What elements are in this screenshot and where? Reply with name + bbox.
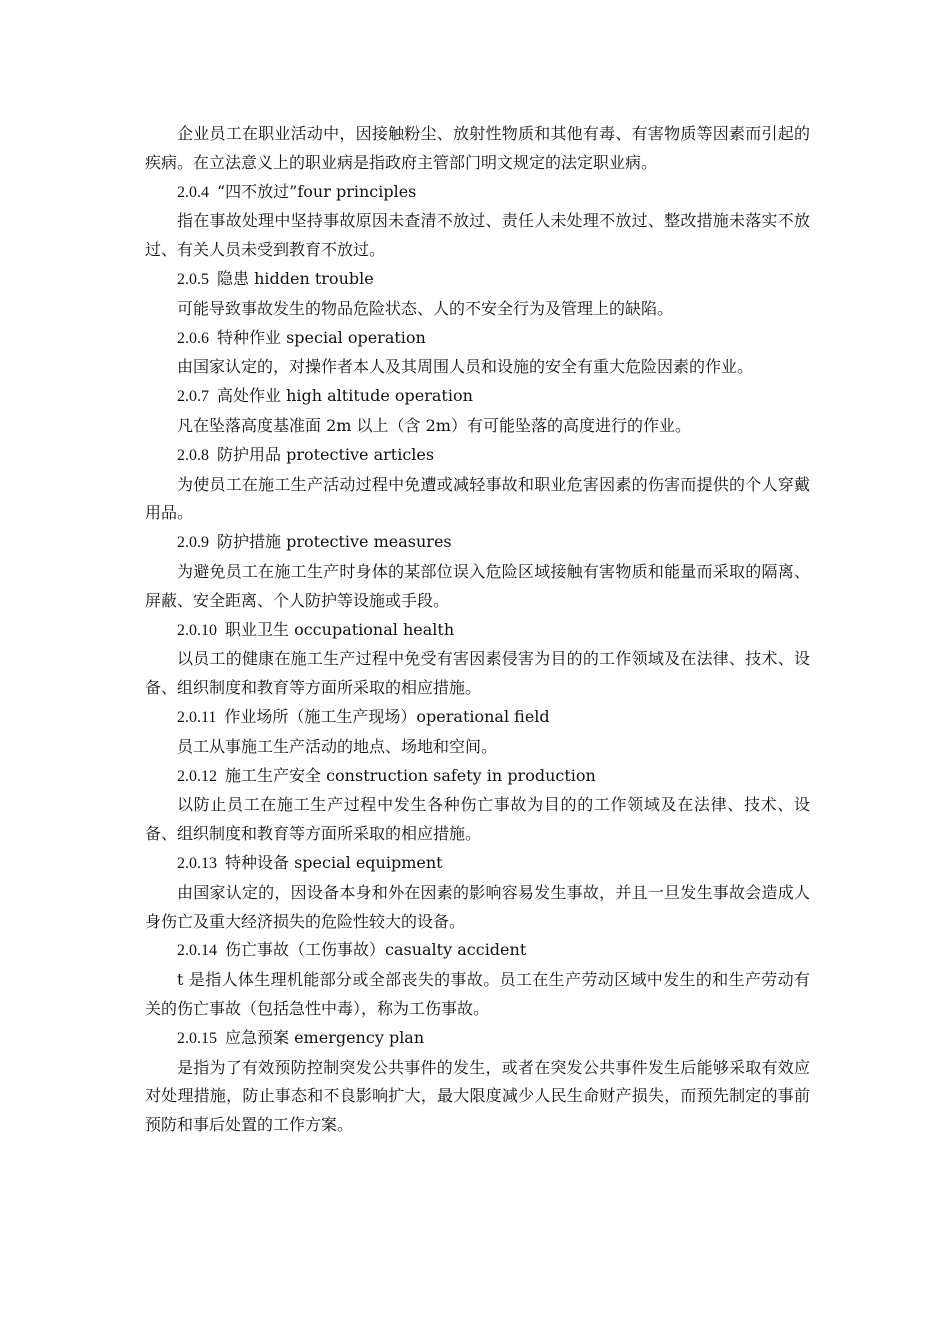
term-title: 施工生产安全 construction safety in production — [225, 765, 596, 785]
term-number: 2.0.11 — [177, 708, 217, 726]
term-definition: 指在事故处理中坚持事故原因未查清不放过、责任人未处理不放过、整改措施未落实不放过、有关人员未受到教育不放过。 — [145, 211, 810, 260]
term-number: 2.0.5 — [177, 270, 209, 288]
term-heading — [145, 762, 810, 792]
term-definition: 以员工的健康在施工生产过程中免受有害因素侵害为目的的工作领域及在法律、技术、设备、组织制度和教育等方面所采取的相应措施。 — [145, 649, 810, 698]
intro-paragraph: 企业员工在职业活动中，因接触粉尘、放射性物质和其他有毒、有害物质等因素而引起的疾病。在立法意义上的职业病是指政府主管部门明文规定的法定职业病。 — [145, 124, 810, 172]
term-number: 2.0.15 — [177, 1029, 217, 1047]
term-heading — [145, 178, 810, 208]
term-heading — [145, 265, 810, 295]
term-title: 特种作业 special operation — [217, 327, 426, 347]
document-body — [145, 120, 810, 1140]
term-number: 2.0.12 — [177, 767, 217, 785]
term-number: 2.0.6 — [177, 329, 209, 347]
term-heading — [145, 849, 810, 879]
term-definition: 员工从事施工生产活动的地点、场地和空间。 — [177, 736, 498, 756]
term-heading — [145, 616, 810, 646]
term-title: 高处作业 high altitude operation — [217, 386, 473, 406]
term-number: 2.0.14 — [177, 942, 217, 960]
term-definition: t 是指人体生理机能部分或全部丧失的事故。员工在生产劳动区域中发生的和生产劳动有关的伤亡事故（包括急性中毒），称为工伤事故。 — [145, 970, 810, 1018]
term-number: 2.0.10 — [177, 621, 217, 639]
term-title: 职业卫生 occupational health — [225, 619, 455, 639]
term-heading — [145, 324, 810, 354]
term-number: 2.0.7 — [177, 388, 209, 406]
term-definition: 由国家认定的，对操作者本人及其周围人员和设施的安全有重大危险因素的作业。 — [177, 357, 754, 377]
term-definition: 由国家认定的，因设备本身和外在因素的影响容易发生事故，并且一旦发生事故会造成人身伤亡及重大经济损失的危险性较大的设备。 — [145, 882, 810, 931]
term-heading — [145, 382, 810, 412]
term-title: 作业场所（施工生产现场）operational field — [224, 706, 550, 726]
term-title: 防护措施 protective measures — [217, 532, 452, 552]
term-definition: 为避免员工在施工生产时身体的某部位误入危险区域接触有害物质和能量而采取的隔离、屏蔽、安全距离、个人防护等设施或手段。 — [145, 561, 810, 610]
term-heading — [145, 703, 810, 733]
term-definition: 是指为了有效预防控制突发公共事件的发生，或者在突发公共事件发生后能够采取有效应对处理措施，防止事态和不良影响扩大，最大限度减少人民生命财产损失，而预先制定的事前预防和事后处置的工作方案。 — [145, 1057, 810, 1135]
term-number: 2.0.13 — [177, 854, 217, 872]
term-number: 2.0.9 — [177, 534, 209, 552]
term-number: 2.0.8 — [177, 446, 209, 464]
term-title: 应急预案 emergency plan — [225, 1027, 425, 1047]
term-title: 防护用品 protective articles — [217, 444, 435, 464]
term-title: 伤亡事故（工伤事故）casualty accident — [225, 940, 527, 960]
term-title: “四不放过”four principles — [217, 181, 417, 201]
term-number: 2.0.4 — [177, 183, 209, 201]
term-definition: 可能导致事故发生的物品危险状态、人的不安全行为及管理上的缺陷。 — [177, 298, 674, 318]
term-definition: 以防止员工在施工生产过程中发生各种伤亡事故为目的的工作领域及在法律、技术、设备、组织制度和教育等方面所采取的相应措施。 — [145, 795, 810, 844]
term-title: 特种设备 special equipment — [225, 852, 443, 872]
term-definition: 为使员工在施工生产活动过程中免遭或减轻事故和职业危害因素的伤害而提供的个人穿戴用品。 — [145, 474, 810, 523]
term-title: 隐患 hidden trouble — [217, 268, 374, 288]
term-definition: 凡在坠落高度基准面 2m 以上（含 2m）有可能坠落的高度进行的作业。 — [177, 415, 691, 435]
term-heading — [145, 441, 810, 471]
term-heading — [145, 936, 810, 966]
term-heading — [145, 1024, 810, 1054]
term-heading — [145, 528, 810, 558]
